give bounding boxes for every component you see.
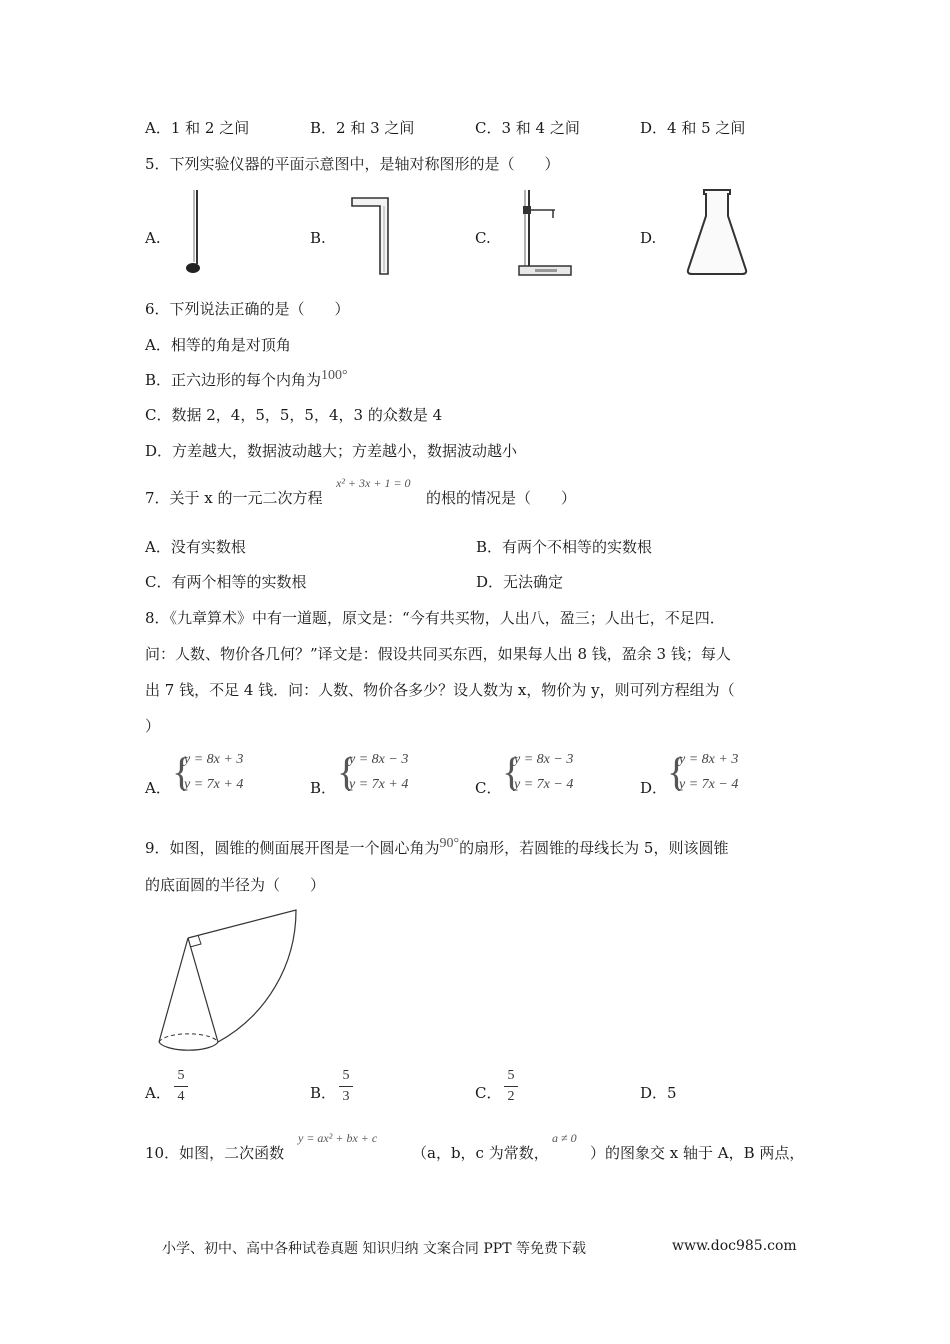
fraction-bar: [504, 1086, 518, 1087]
q9-option-c-denominator: 2: [507, 1089, 515, 1104]
q5-option-b-label: B.: [310, 229, 326, 247]
q8-line-1: 8．《九章算术》中有一道题，原文是：“今有共买物，人出八，盈三；人出七，不足四．: [145, 609, 725, 627]
q6-option-d: D．方差越大，数据波动越大；方差越小，数据波动越小: [145, 442, 518, 460]
q9-angle: 90°: [439, 836, 460, 851]
fraction-bar: [339, 1086, 353, 1087]
q7-option-d: D．无法确定: [476, 573, 564, 591]
q9-line-1-post: 的扇形，若圆锥的母线长为 5，则该圆锥: [459, 839, 729, 857]
q8-option-a-eq2: y = 7x + 4: [184, 777, 244, 792]
spoon-figure: [180, 188, 210, 280]
q8-option-a-eq1: y = 8x + 3: [184, 752, 244, 767]
q8-option-c-system: [502, 749, 592, 802]
q8-line-4: ）: [145, 717, 161, 735]
bent-tube-figure: [348, 194, 396, 278]
left-brace-icon: {: [667, 749, 687, 794]
q9-option-a-numerator: 5: [177, 1068, 185, 1083]
q7-equation: x² + 3x + 1 = 0: [336, 476, 411, 490]
left-brace-icon: {: [502, 749, 522, 794]
q9-option-a-label: A．: [145, 1084, 171, 1102]
q7-option-a: A．没有实数根: [145, 538, 246, 556]
q9-option-b-label: B．: [310, 1084, 337, 1102]
q6-option-c: C．数据 2，4，5，5，5，4，3 的众数是 4: [145, 406, 443, 424]
q10-condition: a ≠ 0: [552, 1131, 577, 1145]
q8-option-a-label: A．: [145, 779, 171, 797]
q9-option-c-fraction: [504, 1068, 518, 1105]
q9-option-d: D．5: [640, 1084, 677, 1102]
q4-option-d: D．4 和 5 之间: [640, 119, 746, 137]
q6-option-b-math: 100°: [321, 368, 348, 383]
q8-line-2: 问：人数、物价各几何？”译文是：假设共同买东西，如果每人出 8 钱，盈余 3 钱；每人: [145, 645, 731, 663]
q10-stem-pre: 10．如图，二次函数: [145, 1144, 285, 1162]
q8-option-b-system: [337, 749, 427, 802]
left-brace-icon: {: [337, 749, 357, 794]
q4-option-b: B．2 和 3 之间: [310, 119, 415, 137]
q7-stem-post: 的根的情况是（ ）: [426, 489, 577, 507]
q4-option-c: C．3 和 4 之间: [475, 119, 580, 137]
q8-option-d-label: D．: [640, 779, 668, 797]
q8-line-3: 出 7 钱，不足 4 钱．问：人数、物价各多少？设人数为 x，物价为 y，则可列方程组为（: [145, 681, 735, 699]
q8-option-d-eq2: y = 7x − 4: [679, 777, 739, 792]
q8-option-c-eq2: y = 7x − 4: [514, 777, 574, 792]
q10-stem-post: ）的图象交 x 轴于 A，B 两点，: [590, 1144, 805, 1162]
q6-stem: 6．下列说法正确的是（ ）: [145, 300, 350, 318]
q9-line-1: [145, 838, 728, 860]
q5-option-d-label: D.: [640, 229, 657, 247]
q9-line-1-pre: 9．如图，圆锥的侧面展开图是一个圆心角为: [145, 839, 440, 857]
q9-option-b-numerator: 5: [342, 1068, 350, 1083]
q7-option-c: C．有两个相等的实数根: [145, 573, 307, 591]
q9-option-c-numerator: 5: [507, 1068, 515, 1083]
q6-option-b-text: B．正六边形的每个内角为: [145, 371, 322, 389]
iron-stand-figure: [515, 188, 575, 280]
q10-function: y = ax² + bx + c: [298, 1131, 378, 1145]
q8-option-d-system: [667, 749, 757, 802]
q5-option-a-label: A.: [145, 229, 161, 247]
left-brace-icon: {: [172, 749, 192, 794]
q5-option-c-label: C.: [475, 229, 491, 247]
q9-option-c-label: C．: [475, 1084, 502, 1102]
flask-figure: [682, 186, 752, 278]
fraction-bar: [174, 1086, 188, 1087]
q8-option-c-label: C．: [475, 779, 502, 797]
q7-stem-pre: 7．关于 x 的一元二次方程: [145, 489, 323, 507]
q8-option-b-label: B．: [310, 779, 337, 797]
q8-option-b-eq2: y = 7x + 4: [349, 777, 409, 792]
q8-option-d-eq1: y = 8x + 3: [679, 752, 739, 767]
q6-option-b: [145, 370, 348, 392]
q5-stem: 5．下列实验仪器的平面示意图中，是轴对称图形的是（ ）: [145, 155, 560, 173]
footer-url[interactable]: www.doc985.com: [672, 1238, 797, 1254]
q9-line-2: 的底面圆的半径为（ ）: [145, 876, 326, 894]
q9-option-b-fraction: [339, 1068, 353, 1105]
q8-option-c-eq1: y = 8x − 3: [514, 752, 574, 767]
q8-option-a-system: [172, 749, 262, 802]
q9-option-b-denominator: 3: [342, 1089, 350, 1104]
q10-stem-mid: （a，b，c 为常数，: [412, 1144, 549, 1162]
q8-option-b-eq1: y = 8x − 3: [349, 752, 409, 767]
q6-option-a: A．相等的角是对顶角: [145, 336, 291, 354]
q9-option-a-denominator: 4: [177, 1089, 185, 1104]
cone-sector-figure: [150, 905, 310, 1057]
footer-text: 小学、初中、高中各种试卷真题 知识归纳 文案合同 PPT 等免费下载: [162, 1241, 586, 1257]
q9-option-a-fraction: [174, 1068, 188, 1105]
q4-option-a: A．1 和 2 之间: [145, 119, 250, 137]
q7-option-b: B．有两个不相等的实数根: [476, 538, 653, 556]
